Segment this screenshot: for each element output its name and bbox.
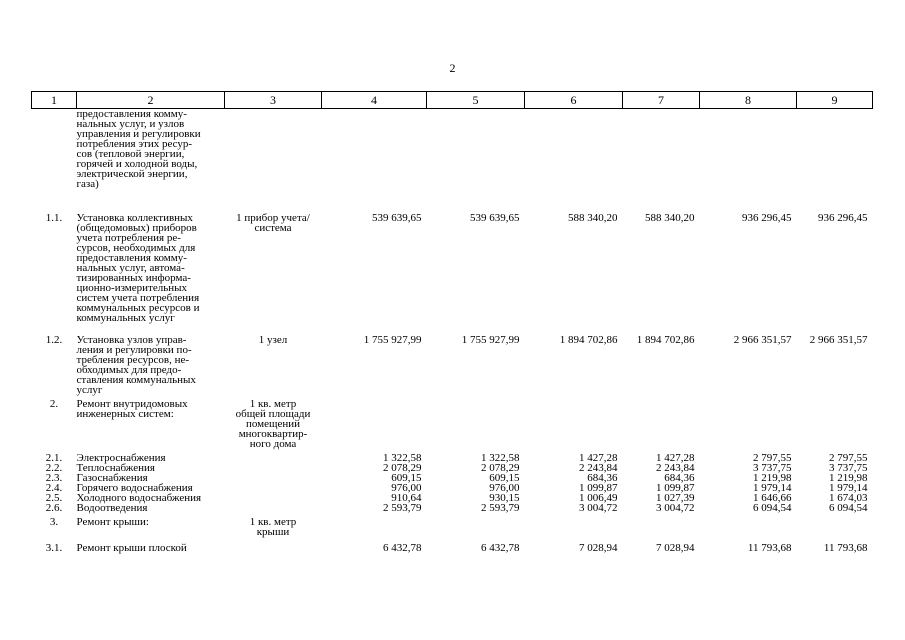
value-cell: 1 322,58	[481, 452, 520, 464]
value-cell: 1 322,58	[383, 452, 422, 464]
value-cell: 1 006,49	[579, 492, 618, 504]
unit-line: 1 кв. метр	[249, 516, 297, 528]
value-cell: 3 004,72	[579, 502, 618, 514]
header-cell: 2	[77, 92, 225, 109]
unit-of-measure	[225, 513, 322, 537]
work-name-line: Электроснабжения	[76, 452, 166, 464]
value-cell: 2 243,84	[579, 462, 618, 474]
work-name-line: Ремонт крыши плоской	[76, 542, 187, 554]
value-cell: 930,15	[489, 492, 520, 504]
header-cell: 7	[623, 92, 700, 109]
value-cell	[623, 395, 700, 449]
cost-table	[31, 91, 873, 553]
work-name-line: Холодного водоснабжения	[76, 492, 202, 504]
unit-line: крыши	[256, 526, 290, 538]
table-row	[32, 395, 873, 449]
row-number: 2.6.	[45, 502, 63, 514]
work-name-line: сурсов, необходимых для	[76, 242, 196, 254]
work-name	[77, 323, 225, 395]
row-number: 2.	[49, 398, 59, 410]
value-cell	[700, 109, 797, 190]
work-name-line: предоставления комму-	[76, 252, 187, 264]
value-cell: 588 340,20	[645, 212, 695, 224]
row-number	[32, 109, 77, 190]
value-cell	[700, 395, 797, 449]
work-name	[77, 189, 225, 323]
header-row	[32, 92, 873, 109]
unit-of-measure	[225, 473, 322, 483]
value-cell: 588 340,20	[568, 212, 618, 224]
table-row	[32, 449, 873, 463]
work-name-line: сов (тепловой энергии,	[76, 148, 185, 160]
value-cell: 2 966 351,57	[733, 334, 792, 346]
table-row	[32, 189, 873, 323]
value-cell: 2 966 351,57	[809, 334, 868, 346]
value-cell: 1 427,28	[579, 452, 618, 464]
value-cell: 1 674,03	[829, 492, 868, 504]
work-name-line: учета потребления ре-	[76, 232, 181, 244]
row-number: 2.1.	[45, 452, 63, 464]
work-name-line: нальных услуг, и узлов	[76, 118, 185, 130]
unit-line: ного дома	[249, 438, 297, 450]
unit-line: помещений	[245, 418, 301, 430]
value-cell: 609,15	[489, 472, 520, 484]
value-cell: 1 427,28	[656, 452, 695, 464]
value-cell: 1 894 702,86	[559, 334, 618, 346]
work-name-line: Теплоснабжения	[76, 462, 155, 474]
value-cell: 1 219,98	[829, 472, 868, 484]
value-cell: 2 078,29	[481, 462, 520, 474]
value-cell: 1 894 702,86	[636, 334, 695, 346]
value-cell: 3 004,72	[656, 502, 695, 514]
work-name-line: электрической энергии,	[76, 168, 188, 180]
table-row	[32, 109, 873, 190]
value-cell: 976,00	[489, 482, 520, 494]
work-name-line: Газоснабжения	[76, 472, 148, 484]
value-cell: 7 028,94	[579, 542, 618, 554]
work-name	[77, 513, 225, 537]
work-name-line: коммунальных ресурсов и	[76, 302, 200, 314]
value-cell: 684,36	[587, 472, 618, 484]
unit-of-measure	[225, 109, 322, 190]
work-name-line: Ремонт внутридомовых	[76, 398, 188, 410]
value-cell: 1 646,66	[753, 492, 792, 504]
work-name-line: (общедомовых) приборов	[76, 222, 197, 234]
value-cell	[525, 513, 623, 537]
work-name-line: предоставления комму-	[76, 108, 187, 120]
value-cell: 936 296,45	[742, 212, 792, 224]
value-cell: 539 639,65	[470, 212, 520, 224]
value-cell: 976,00	[391, 482, 422, 494]
value-cell: 910,64	[391, 492, 422, 504]
work-name	[77, 503, 225, 513]
work-name-line: Ремонт крыши:	[76, 516, 149, 528]
unit-of-measure	[225, 493, 322, 503]
value-cell: 2 797,55	[829, 452, 868, 464]
value-cell	[322, 109, 427, 190]
value-cell: 6 094,54	[829, 502, 868, 514]
table-row	[32, 513, 873, 537]
value-cell: 2 243,84	[656, 462, 695, 474]
header-cell: 4	[322, 92, 427, 109]
value-cell	[427, 395, 525, 449]
header-cell: 5	[427, 92, 525, 109]
value-cell: 11 793,68	[823, 542, 868, 554]
work-name	[77, 395, 225, 449]
value-cell: 609,15	[391, 472, 422, 484]
value-cell: 2 593,79	[383, 502, 422, 514]
unit-of-measure	[225, 395, 322, 449]
work-name-line: нальных услуг, автома-	[76, 262, 185, 274]
work-name-line: управления и регулировки	[76, 128, 201, 140]
value-cell: 684,36	[664, 472, 695, 484]
value-cell: 1 099,87	[579, 482, 618, 494]
unit-line: многоквартир-	[238, 428, 308, 440]
value-cell: 3 737,75	[829, 462, 868, 474]
work-name-line: тизированных информа-	[76, 272, 191, 284]
work-name-line: систем учета потребления	[76, 292, 200, 304]
table-row	[32, 463, 873, 473]
table-row	[32, 493, 873, 503]
table-header	[32, 92, 873, 109]
work-name-line: Установка коллективных	[76, 212, 193, 224]
work-name	[77, 109, 225, 190]
value-cell: 539 639,65	[372, 212, 422, 224]
value-cell: 2 078,29	[383, 462, 422, 474]
value-cell: 1 755 927,99	[461, 334, 520, 346]
value-cell	[427, 513, 525, 537]
work-name-line: ления и регулировки по-	[76, 344, 192, 356]
header-cell: 6	[525, 92, 623, 109]
row-number: 3.1.	[45, 542, 63, 554]
value-cell: 2 797,55	[753, 452, 792, 464]
value-cell	[623, 109, 700, 190]
row-number: 2.4.	[45, 482, 63, 494]
row-number: 2.5.	[45, 492, 63, 504]
unit-line: 1 прибор учета/	[236, 212, 310, 224]
value-cell	[797, 109, 873, 190]
table-row	[32, 537, 873, 553]
header-cell: 9	[797, 92, 873, 109]
unit-line: 1 кв. метр	[249, 398, 297, 410]
value-cell: 1 979,14	[753, 482, 792, 494]
unit-line: общей площади	[235, 408, 311, 420]
value-cell	[700, 513, 797, 537]
work-name-line: Горячего водоснабжения	[76, 482, 193, 494]
header-cell: 3	[225, 92, 322, 109]
work-name-line: коммунальных услуг	[76, 312, 175, 324]
work-name-line: Установка узлов управ-	[76, 334, 187, 346]
table-row	[32, 503, 873, 513]
table-body	[32, 109, 873, 554]
value-cell: 6 432,78	[383, 542, 422, 554]
header-cell: 1	[32, 92, 77, 109]
value-cell: 11 793,68	[747, 542, 792, 554]
value-cell: 1 027,39	[656, 492, 695, 504]
value-cell: 7 028,94	[656, 542, 695, 554]
page-number: 2	[449, 61, 456, 75]
unit-of-measure	[225, 503, 322, 513]
value-cell: 2 593,79	[481, 502, 520, 514]
value-cell	[322, 395, 427, 449]
work-name-line: газа)	[76, 178, 99, 190]
value-cell: 1 979,14	[829, 482, 868, 494]
value-cell: 936 296,45	[818, 212, 868, 224]
value-cell	[623, 513, 700, 537]
value-cell: 1 219,98	[753, 472, 792, 484]
unit-of-measure	[225, 449, 322, 463]
unit-of-measure	[225, 323, 322, 395]
unit-of-measure	[225, 463, 322, 473]
value-cell	[797, 513, 873, 537]
value-cell: 1 099,87	[656, 482, 695, 494]
work-name-line: Водоотведения	[76, 502, 148, 514]
work-name	[77, 537, 225, 553]
unit-of-measure	[225, 537, 322, 553]
header-cell: 8	[700, 92, 797, 109]
row-number: 1.1.	[45, 212, 63, 224]
work-name-line: услуг	[76, 384, 103, 396]
unit-line: 1 узел	[258, 334, 288, 346]
work-name-line: ционно-измерительных	[76, 282, 187, 294]
value-cell: 3 737,75	[753, 462, 792, 474]
table-row	[32, 323, 873, 395]
work-name-line: инженерных систем:	[76, 408, 174, 420]
work-name-line: потребления этих ресур-	[76, 138, 193, 150]
value-cell	[427, 109, 525, 190]
work-name-line: ставления коммунальных	[76, 374, 196, 386]
row-number: 3.	[49, 516, 59, 528]
unit-line: система	[254, 222, 292, 234]
row-number: 2.2.	[45, 462, 63, 474]
value-cell	[525, 395, 623, 449]
value-cell: 6 094,54	[753, 502, 792, 514]
work-name-line: горячей и холодной воды,	[76, 158, 198, 170]
value-cell	[525, 109, 623, 190]
unit-of-measure	[225, 483, 322, 493]
work-name	[77, 449, 225, 463]
value-cell	[322, 513, 427, 537]
value-cell: 6 432,78	[481, 542, 520, 554]
work-name-line: требления ресурсов, не-	[76, 354, 190, 366]
work-name-line: обходимых для предо-	[76, 364, 182, 376]
row-number: 1.2.	[45, 334, 63, 346]
value-cell: 1 755 927,99	[363, 334, 422, 346]
row-number: 2.3.	[45, 472, 63, 484]
value-cell	[797, 395, 873, 449]
unit-of-measure	[225, 189, 322, 323]
